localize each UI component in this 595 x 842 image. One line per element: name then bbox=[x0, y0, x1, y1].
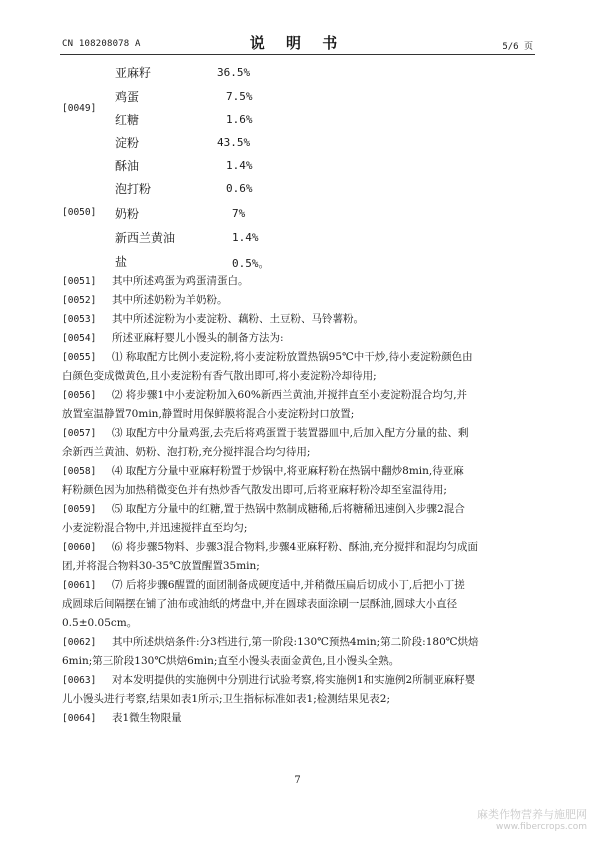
paragraph bbox=[62, 425, 469, 440]
paragraph-text: 0.5±0.05cm。 bbox=[62, 617, 138, 629]
paragraph-text: 成圆球后间隔摆在铺了油布或油纸的烤盘中,并在圆球表面涂刷一层酥油,圆球大小直径 bbox=[62, 598, 458, 610]
patent-number: CN 108208078 A bbox=[62, 39, 141, 49]
paragraph-text: ⑸ 取配方分量中的红糖,置于热锅中熬制成糖稀,后将糖稀迅速倒入步骤2混合 bbox=[112, 503, 465, 515]
paragraph-text: ⑶ 取配方中分量鸡蛋,去壳后将鸡蛋置于装置器皿中,后加入配方分量的盐、剩 bbox=[112, 427, 469, 439]
ingredient-value: 1.4% bbox=[232, 231, 259, 244]
paragraph-text: ⑺ 后将步骤6醒置的面团制备成硬度适中,并稍微压扁后切成小丁,后把小丁搓 bbox=[112, 579, 465, 591]
paragraph-text: 小麦淀粉混合物中,并迅速搅拌直至均匀; bbox=[62, 522, 248, 534]
paragraph-text: 6min;第三阶段130℃烘焙6min;直至小馒头表面金黄色,且小馒头全熟。 bbox=[62, 655, 400, 667]
paragraph-number: [0064] bbox=[62, 713, 97, 724]
paragraph-text: 放置室温静置70min,静置时用保鲜膜将混合小麦淀粉封口放置; bbox=[62, 408, 355, 420]
paragraph-number: [0055] bbox=[62, 352, 97, 363]
ingredient-name: 亚麻籽 bbox=[115, 66, 152, 80]
paragraph-number: [0058] bbox=[62, 466, 97, 477]
paragraph bbox=[62, 710, 182, 725]
paragraph bbox=[62, 387, 467, 402]
ingredient-name: 泡打粉 bbox=[115, 182, 152, 196]
ingredient-name: 盐 bbox=[115, 255, 128, 269]
page-number: 7 bbox=[294, 775, 301, 786]
paragraph bbox=[62, 672, 475, 687]
paragraph bbox=[62, 292, 228, 307]
paragraph-number: [0052] bbox=[62, 295, 97, 306]
paragraph-text: 白颜色变成微黄色,且小麦淀粉有香气散出即可,将小麦淀粉冷却待用; bbox=[62, 370, 377, 382]
paragraph-number: [0050] bbox=[62, 207, 97, 218]
paragraph-text: 余新西兰黄油、奶粉、泡打粉,充分搅拌混合均匀待用; bbox=[62, 446, 311, 458]
paragraph-text: 团,并将混合物料30-35℃放置醒置35min; bbox=[62, 560, 260, 572]
paragraph-text: 籽粉颜色因为加热稍微变色并有热炒香气散发出即可,后将亚麻籽粉冷却至室温待用; bbox=[62, 484, 447, 496]
paragraph-text: ⑴ 称取配方比例小麦淀粉,将小麦淀粉放置热锅95℃中干炒,待小麦淀粉颜色由 bbox=[112, 351, 473, 363]
page-info: 5/6 页 bbox=[502, 42, 533, 52]
paragraph-text: 儿小馒头进行考察,结果如表1所示;卫生指标标准如表1;检测结果见表2; bbox=[62, 693, 390, 705]
paragraph-number: [0051] bbox=[62, 276, 97, 287]
ingredient-value: 7% bbox=[232, 207, 246, 220]
watermark-url: www.fibercrops.com bbox=[496, 822, 587, 832]
paragraph-text: 其中所述奶粉为羊奶粉。 bbox=[112, 294, 228, 306]
ingredient-name: 红糖 bbox=[115, 113, 140, 127]
paragraph bbox=[62, 273, 249, 288]
paragraph-number: [0057] bbox=[62, 428, 97, 439]
header-divider bbox=[60, 54, 535, 55]
paragraph-number: [0063] bbox=[62, 675, 97, 686]
ingredient-name: 奶粉 bbox=[115, 207, 140, 221]
watermark bbox=[477, 806, 587, 832]
ingredient-value: 43.5% bbox=[217, 136, 251, 149]
table-caption: 表1微生物限量 bbox=[112, 712, 182, 724]
paragraph bbox=[62, 539, 478, 554]
paragraph-number: [0060] bbox=[62, 542, 97, 553]
paragraph-text: ⑵ 将步骤1中小麦淀粉加入60%新西兰黄油,并搅拌直至小麦淀粉混合均匀,并 bbox=[112, 389, 468, 401]
ingredient-name: 酥油 bbox=[115, 159, 140, 173]
paragraph-number: [0054] bbox=[62, 333, 97, 344]
ingredient-name: 淀粉 bbox=[115, 136, 140, 150]
paragraph-number: [0062] bbox=[62, 637, 97, 648]
paragraph bbox=[62, 634, 479, 649]
paragraph-text: ⑹ 将步骤5物料、步骤3混合物料,步骤4亚麻籽粉、酥油,充分搅拌和混均匀成面 bbox=[112, 541, 479, 553]
paragraph bbox=[62, 349, 473, 364]
paragraph bbox=[62, 463, 464, 478]
watermark-title: 麻类作物营养与施肥网 bbox=[477, 808, 587, 821]
paragraph-text: 其中所述淀粉为小麦淀粉、藕粉、土豆粉、马铃薯粉。 bbox=[112, 313, 364, 325]
ingredient-value: 7.5% bbox=[226, 90, 253, 103]
ingredient-value: 1.6% bbox=[226, 113, 253, 126]
paragraph bbox=[62, 577, 465, 592]
ingredient-name: 鸡蛋 bbox=[115, 90, 140, 104]
paragraph bbox=[62, 501, 465, 516]
ingredient-value: 0.5%。 bbox=[232, 257, 270, 270]
paragraph-text: 其中所述鸡蛋为鸡蛋清蛋白。 bbox=[112, 275, 249, 287]
paragraph-number: [0061] bbox=[62, 580, 97, 591]
paragraph-number: [0059] bbox=[62, 504, 97, 515]
paragraph bbox=[62, 311, 364, 326]
paragraph-number: [0049] bbox=[62, 103, 97, 114]
page-title: 说 明 书 bbox=[249, 34, 346, 52]
paragraph-text: ⑷ 取配方分量中亚麻籽粉置于炒锅中,将亚麻籽粉在热锅中翻炒8min,待亚麻 bbox=[112, 465, 464, 477]
paragraph-text: 所述亚麻籽婴儿小馒头的制备方法为: bbox=[112, 332, 284, 344]
paragraph-text: 其中所述烘焙条件:分3档进行,第一阶段:130℃预热4min;第二阶段:180℃烘焙 bbox=[112, 636, 479, 648]
ingredient-value: 36.5% bbox=[217, 66, 251, 79]
ingredient-value: 1.4% bbox=[226, 159, 253, 172]
paragraph-number: [0056] bbox=[62, 390, 97, 401]
ingredient-name: 新西兰黄油 bbox=[115, 231, 176, 245]
paragraph-number: [0053] bbox=[62, 314, 97, 325]
ingredient-value: 0.6% bbox=[226, 182, 253, 195]
paragraph bbox=[62, 330, 284, 345]
paragraph-text: 对本发明提供的实施例中分别进行试验考察,将实施例1和实施例2所制亚麻籽婴 bbox=[112, 674, 476, 686]
